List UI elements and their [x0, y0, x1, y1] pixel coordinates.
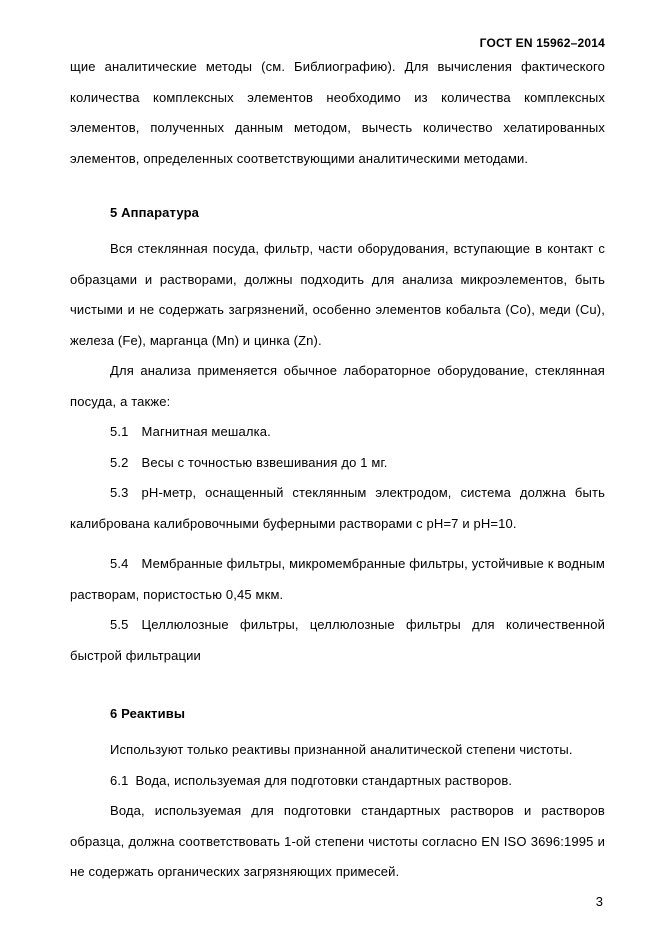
item-text: Вода, используемая для подготовки стандартных растворов.: [135, 772, 513, 788]
item-text: pH-метр, оснащенный стеклянным электродом, система должна быть калибрована калибровочными буферными растворами с pH=7 и pH=10.: [70, 485, 605, 531]
section-5-paragraph-1: Вся стеклянная посуда, фильтр, части оборудования, вступающие в контакт с образцами и растворами, должны подходить для анализа микроэлементов, быть чистыми и не содержать загрязнений, особенно элементов кобальта (Со), меди (Cu), железа (Fe), марганца (Mn) и цинка (Zn).: [70, 241, 605, 348]
section-5-heading: 5 Аппаратура: [110, 205, 200, 220]
section-5-paragraph-2: Для анализа применяется обычное лабораторное оборудование, стеклянная посуда, а также:: [70, 363, 605, 409]
list-item-5-5: [70, 610, 605, 671]
item-number: 5.2: [110, 454, 129, 470]
list-item-6-1: [70, 766, 605, 797]
standard-number: ГОСТ EN 15962–2014: [479, 36, 605, 50]
paragraph-continuation: щие аналитические методы (см. Библиографию). Для вычисления фактического количества комплексных элементов необходимо из количества комплексных элементов, полученных данным методом, вычесть количество хелатированных элементов, определенных соответствующими аналитическими методами.: [70, 59, 605, 166]
section-6-heading: 6 Реактивы: [110, 706, 186, 721]
item-number: 5.3: [110, 485, 129, 500]
section-6-paragraph-2: Вода, используемая для подготовки стандартных растворов и растворов образца, должна соответствовать 1-ой степени чистоты согласно EN ISO 3696:1995 и не содержать органических загрязняющих примесей.: [70, 803, 605, 879]
item-text: Весы с точностью взвешивания до 1 мг.: [141, 454, 388, 470]
item-number: 6.1: [110, 772, 129, 788]
item-number: 5.1: [110, 424, 129, 439]
page-number: 3: [595, 894, 603, 909]
item-text: Целлюлозные фильтры, целлюлозные фильтры для количественной быстрой фильтрации: [70, 617, 605, 663]
list-item-5-3: [70, 478, 605, 539]
item-text: Мембранные фильтры, микромембранные фильтры, устойчивые к водным растворам, пористостью 0,45 мкм.: [70, 556, 605, 602]
section-6-paragraph-1: Используют только реактивы признанной аналитической степени чистоты.: [110, 742, 573, 757]
document-header: [70, 36, 605, 50]
item-number: 5.4: [110, 556, 129, 571]
item-number: 5.5: [110, 617, 129, 632]
list-item-5-4: [70, 549, 605, 610]
list-item-5-2: [70, 448, 605, 479]
list-item-5-1: [70, 417, 605, 448]
item-text: Магнитная мешалка.: [141, 424, 271, 439]
